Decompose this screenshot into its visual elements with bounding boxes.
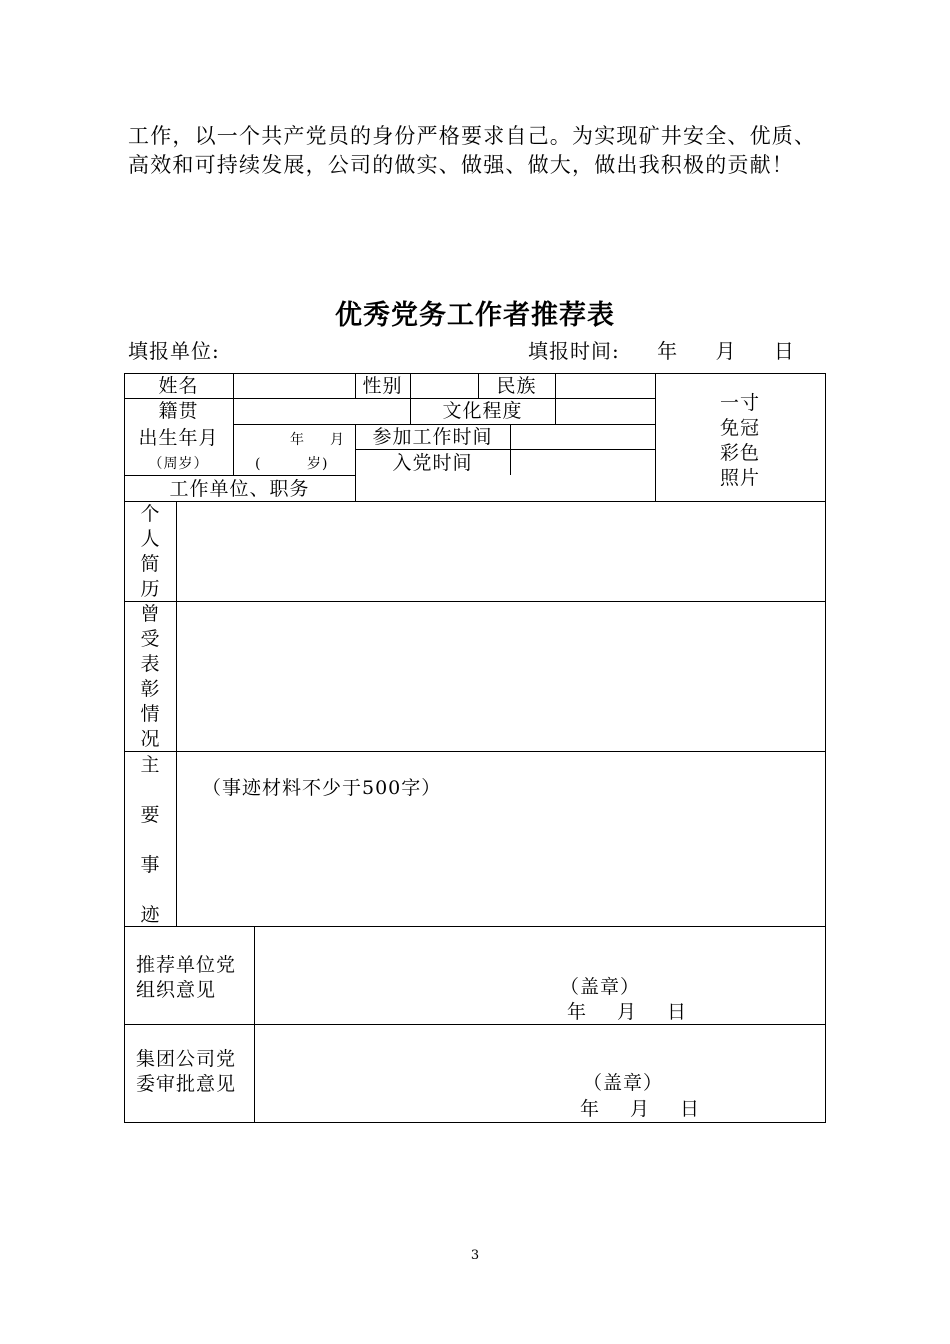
fill-time-label: 填报时间: — [528, 339, 620, 363]
label-main-deeds: 主 要 事 迹 — [140, 754, 160, 926]
fill-month: 月 — [715, 339, 737, 363]
birth-year-unit: 年 — [290, 432, 305, 448]
label-education: 文化程度 — [442, 400, 523, 422]
label-name: 姓名 — [158, 375, 199, 397]
page-number: 3 — [470, 1248, 480, 1263]
fill-unit-label: 填报单位: — [128, 339, 220, 363]
intro-paragraph — [128, 122, 848, 180]
label-recommend-opinion: 推荐单位党 组织意见 — [136, 954, 237, 1001]
label-native-place: 籍贯 — [158, 400, 199, 422]
recommend-seal: （盖章） — [560, 976, 641, 998]
photo-text-3: 彩色 — [719, 442, 760, 464]
approve-seal: （盖章） — [583, 1072, 664, 1094]
fill-year: 年 — [657, 339, 679, 363]
label-honors: 曾 受 表 彰 情 况 — [140, 603, 160, 750]
label-approve-opinion: 集团公司党 委审批意见 — [136, 1048, 237, 1095]
paragraph-line-1: 工作，以一个共产党员的身份严格要求自己。为实现矿井安全、优质、 — [128, 124, 817, 148]
fill-time — [528, 335, 795, 364]
label-party-join: 入党时间 — [392, 452, 473, 474]
form-title: 优秀党务工作者推荐表 — [335, 300, 615, 331]
deeds-note: （事迹材料不少于500字） — [202, 777, 442, 799]
age-unit: 岁) — [307, 456, 329, 472]
approve-date: 年 月 日 — [580, 1098, 701, 1120]
label-ethnicity: 民族 — [496, 375, 537, 397]
label-resume: 个 人 简 历 — [140, 503, 160, 600]
photo-text-1: 一寸 — [719, 392, 760, 414]
recommendation-form-table — [124, 373, 826, 1123]
label-gender: 性别 — [362, 375, 403, 397]
recommend-date: 年 月 日 — [567, 1001, 688, 1023]
photo-text-4: 照片 — [719, 467, 760, 489]
photo-text-2: 免冠 — [719, 417, 760, 439]
label-birth-date: 出生年月 — [138, 427, 219, 449]
label-age-note: （周岁） — [148, 456, 209, 472]
label-work-unit-position: 工作单位、职务 — [169, 478, 310, 500]
photo-placeholder — [655, 391, 825, 491]
label-work-start: 参加工作时间 — [372, 426, 493, 448]
fill-day: 日 — [773, 339, 795, 363]
age-open-paren: ( — [255, 456, 262, 472]
paragraph-line-2: 高效和可持续发展，公司的做实、做强、做大，做出我积极的贡献！ — [128, 153, 794, 177]
birth-month-unit: 月 — [330, 432, 345, 448]
